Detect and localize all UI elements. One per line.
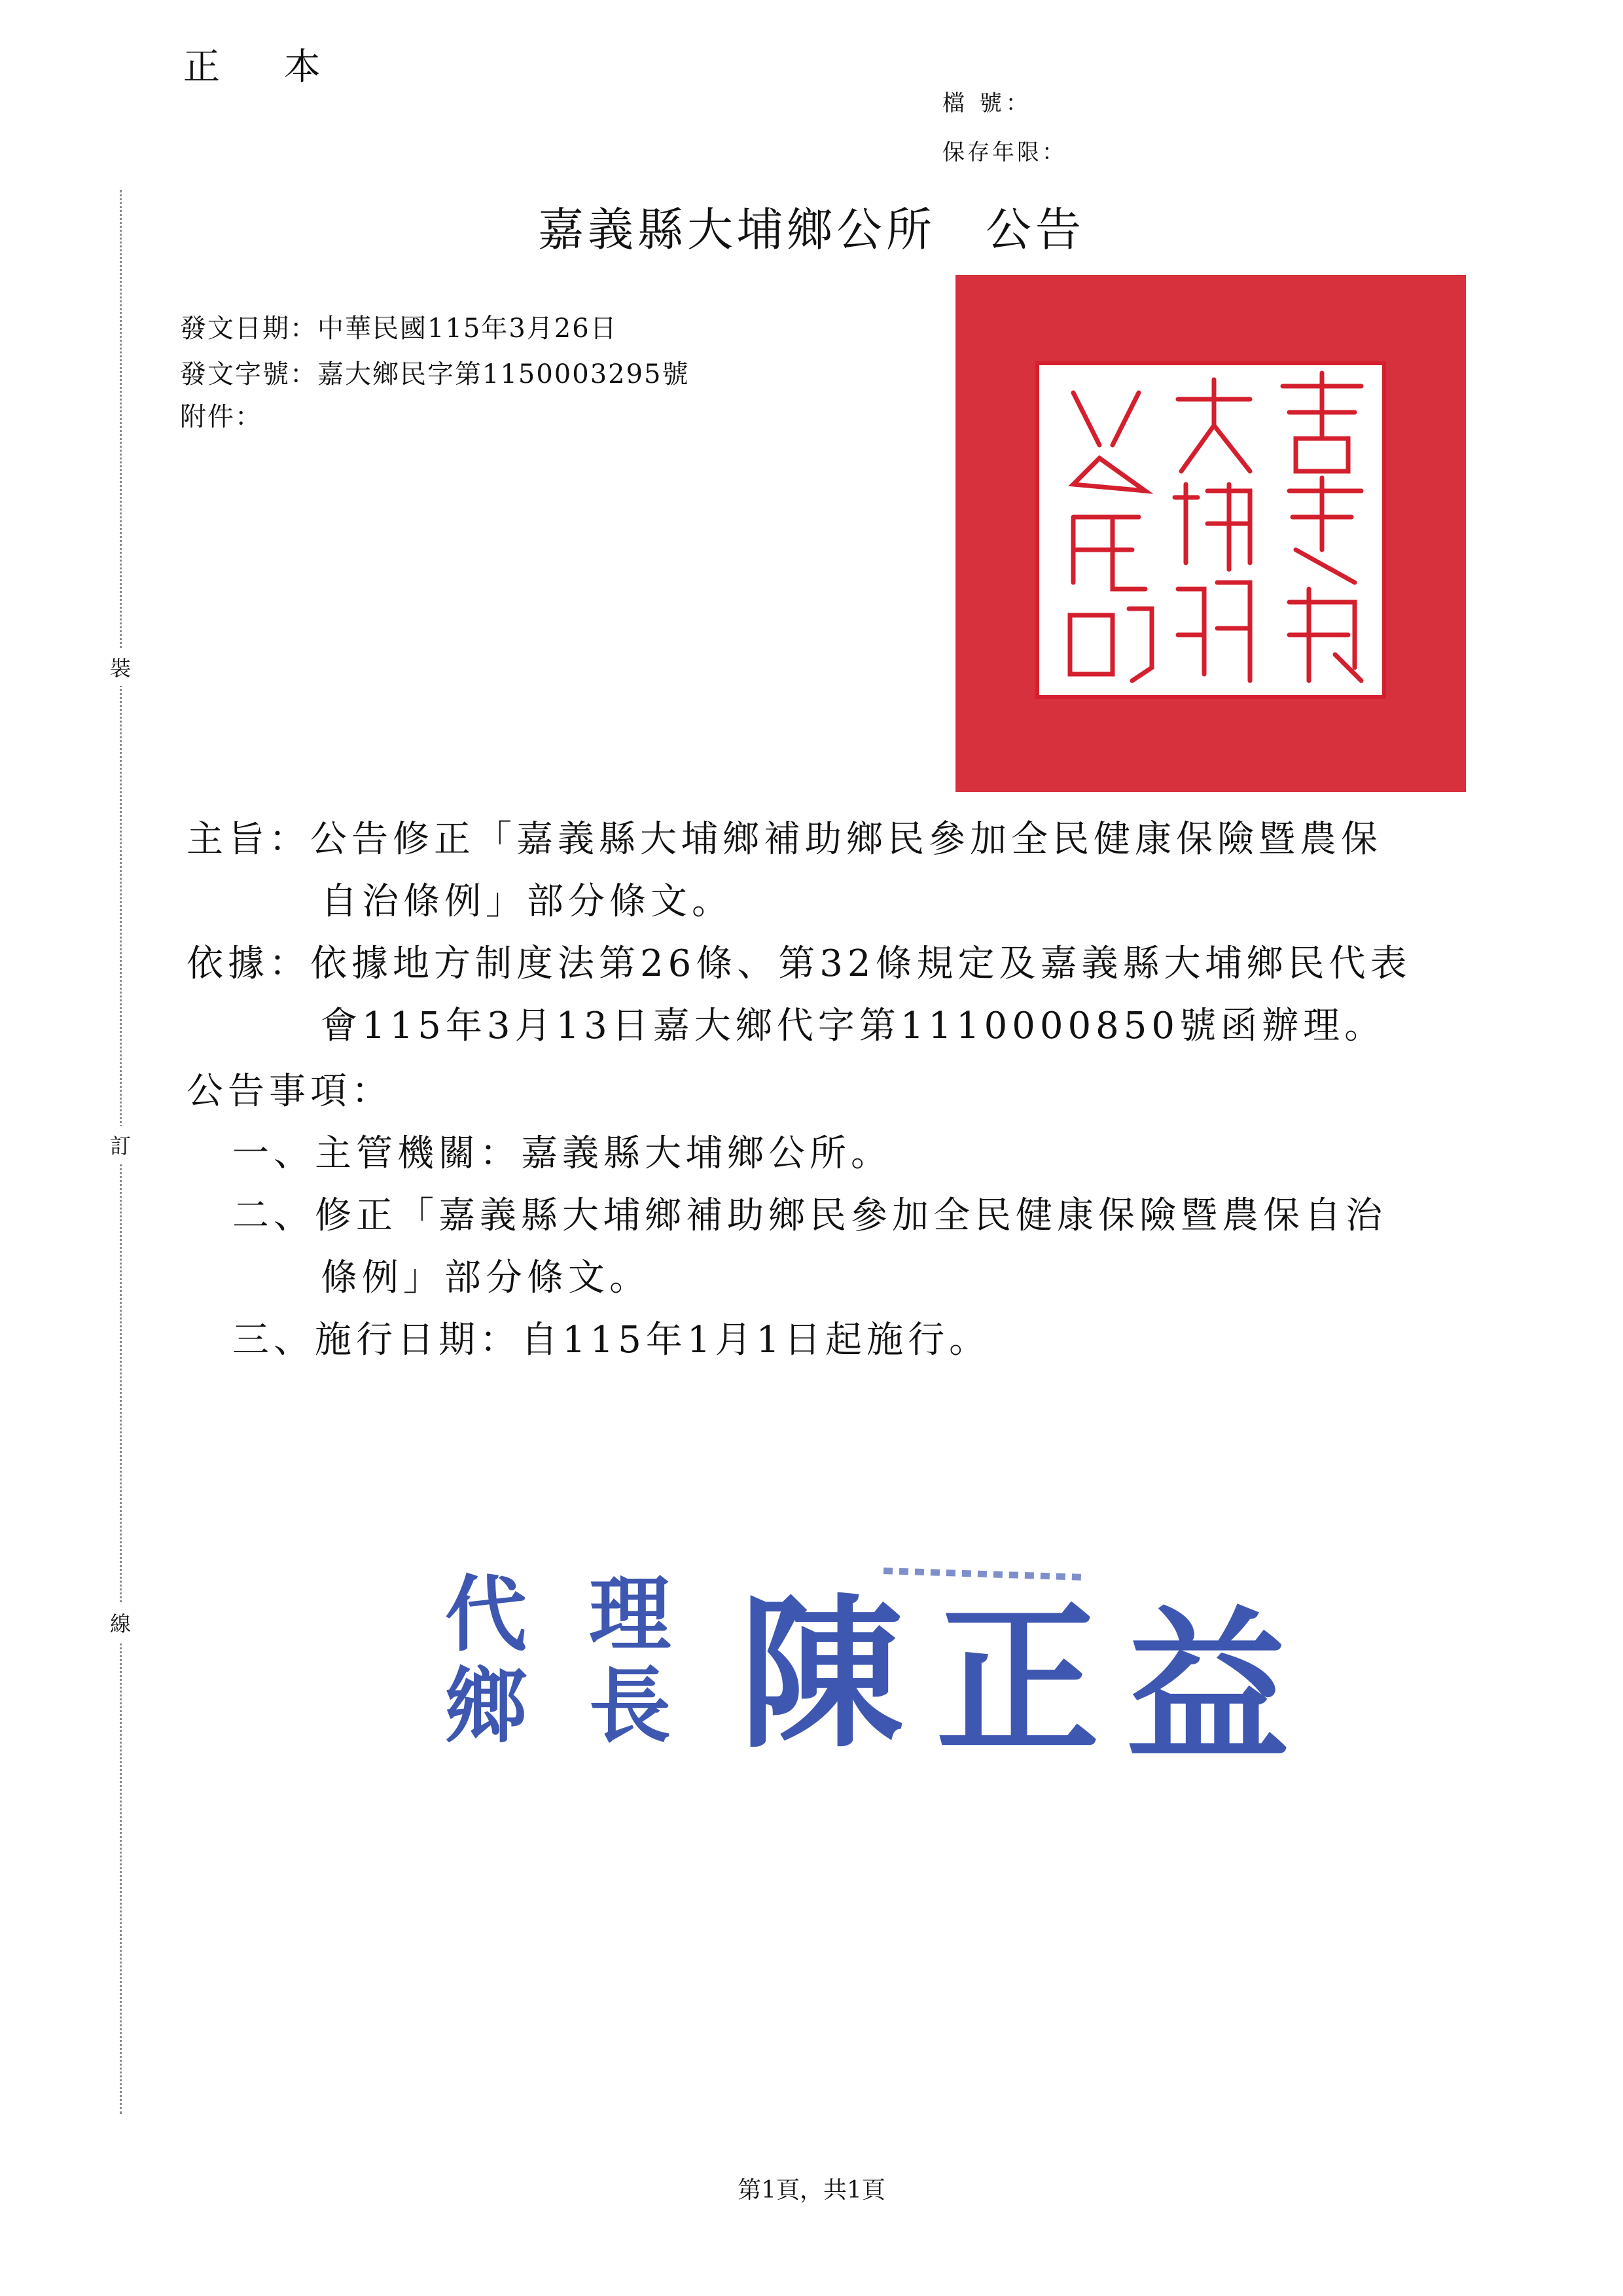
attachment-label: 附件： (180, 402, 262, 432)
page-number: 第1頁，共1頁 (738, 2177, 885, 2204)
svg-text:鄉: 鄉 (445, 1659, 527, 1754)
basis-line-1: 依據：依據地方制度法第26條、第32條規定及嘉義縣大埔鄉民代表 (187, 942, 1412, 985)
svg-text:益: 益 (1126, 1590, 1289, 1767)
svg-text:長: 長 (589, 1659, 671, 1754)
announcement-item-1: 一、主管機關：嘉義縣大埔鄉公所。 (232, 1132, 892, 1175)
announcement-item-2-line-2: 條例」部分條文。 (321, 1257, 651, 1299)
basis-line-2: 會115年3月13日嘉大鄉代字第1110000850號函辦理。 (321, 1005, 1386, 1047)
issue-number: 發文字號：嘉大鄉民字第1150003295號 (180, 359, 690, 389)
svg-text:正: 正 (936, 1584, 1099, 1767)
binding-mark-ding: 訂 (110, 1126, 131, 1164)
subject-line-1: 主旨：公告修正「嘉義縣大埔鄉補助鄉民參加全民健康保險暨農保 (187, 818, 1382, 861)
announcement-item-2-line-1: 二、修正「嘉義縣大埔鄉補助鄉民參加全民健康保險暨農保自治 (232, 1194, 1387, 1237)
svg-text:理: 理 (589, 1567, 671, 1662)
binding-mark-zhuang: 裝 (110, 648, 131, 686)
svg-text:代: 代 (445, 1567, 527, 1662)
file-number-label: 檔 號： (942, 90, 1032, 117)
official-seal-stamp (955, 275, 1466, 792)
announcement-items-heading: 公告事項： (187, 1070, 393, 1113)
binding-mark-xian: 線 (110, 1604, 131, 1641)
acting-mayor-signature-stamp (432, 1558, 1296, 1767)
retention-period-label: 保存年限： (942, 139, 1067, 166)
original-copy-mark: 正 本 (183, 46, 347, 88)
subject-line-2: 自治條例」部分條文。 (321, 880, 733, 923)
issue-date: 發文日期：中華民國115年3月26日 (180, 314, 618, 344)
document-title: 嘉義縣大埔鄉公所 公告 (538, 203, 1085, 257)
announcement-item-3: 三、施行日期：自115年1月1日起施行。 (232, 1319, 991, 1361)
svg-text:陳: 陳 (740, 1577, 903, 1767)
